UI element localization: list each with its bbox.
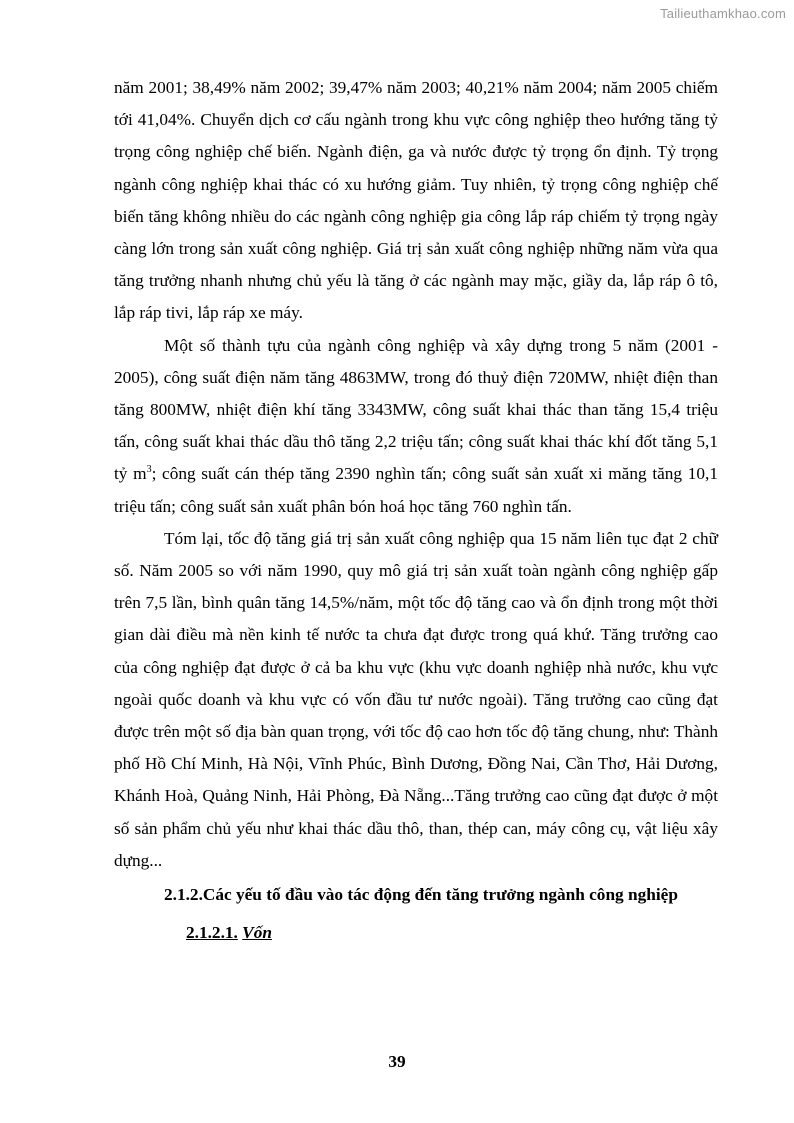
watermark: Tailieuthamkhao.com [660,6,786,21]
achievements-text-continued: ; công suất cán thép tăng 2390 nghìn tấn; công suất sản xuất xi măng tăng 10,1 triệu tấn; công suất sản xuất phân bón hoá học tăng 760 nghìn tấn. [114,464,718,516]
paragraph-achievements [114,330,718,523]
document-body [114,72,718,949]
paragraph-summary: Tóm lại, tốc độ tăng giá trị sản xuất công nghiệp qua 15 năm liên tục đạt 2 chữ số. Năm 2005 so với năm 1990, quy mô giá trị sản xuất toàn ngành công nghiệp gấp trên 7,5 lần, bình quân tăng 14,5%/năm, một tốc độ tăng cao và ổn định trong một thời gian dài điều mà nền kinh tế nước ta chưa đạt được trong quá khứ. Tăng trưởng cao của công nghiệp đạt được ở cả ba khu vực (khu vực doanh nghiệp nhà nước, khu vực ngoài quốc doanh và khu vực có vốn đầu tư nước ngoài). Tăng trưởng cao cũng đạt được trên một số địa bàn quan trọng, với tốc độ cao hơn tốc độ tăng chung, như: Thành phố Hồ Chí Minh, Hà Nội, Vĩnh Phúc, Bình Dương, Đồng Nai, Cần Thơ, Hải Dương, Khánh Hoà, Quảng Ninh, Hải Phòng, Đà Nẵng...Tăng trưởng cao cũng đạt được ở một số sản phẩm chủ yếu như khai thác dầu thô, than, thép can, máy công cụ, vật liệu xây dựng... [114,528,718,870]
page-number: 39 [388,1052,406,1071]
achievements-text: Một số thành tựu của ngành công nghiệp và xây dựng trong 5 năm (2001 - 2005), công suất điện năm tăng 4863MW, trong đó thuỷ điện 720MW, nhiệt điện than tăng 800MW, nhiệt điện khí tăng 3343MW, công suất khai thác than tăng 15,4 triệu tấn, công suất khai thác dầu thô tăng 2,2 triệu tấn; công suất khai thác khí đốt tăng 5,1 tỷ m [114,335,718,484]
superscript-cubic: 3 [146,464,152,476]
paragraph-industry-structure: năm 2001; 38,49% năm 2002; 39,47% năm 2003; 40,21% năm 2004; năm 2005 chiếm tới 41,04%. Chuyển dịch cơ cấu ngành trong khu vực công nghiệp theo hướng tăng tỷ trọng công nghiệp chế biến. Ngành điện, ga và nước được tỷ trọng ổn định. Tỷ trọng ngành công nghiệp khai thác có xu hướng giảm. Tuy nhiên, tỷ trọng công nghiệp chế biến tăng không nhiều do các ngành công nghiệp gia công lắp ráp chiếm tỷ trọng ngày càng lớn trong sản xuất công nghiệp. Giá trị sản xuất công nghiệp những năm vừa qua tăng trưởng nhanh nhưng chủ yếu là tăng ở các ngành may mặc, giầy da, lắp ráp ô tô, lắp ráp tivi, lắp ráp xe máy. [114,78,718,323]
section-number: 2.1.2.1. [186,923,238,943]
section-title: Vốn [242,923,272,943]
section-heading-2-1-2: 2.1.2.Các yếu tố đầu vào tác động đến tăng trưởng ngành công nghiệp [164,885,678,905]
section-heading-2-1-2-1 [114,911,718,949]
